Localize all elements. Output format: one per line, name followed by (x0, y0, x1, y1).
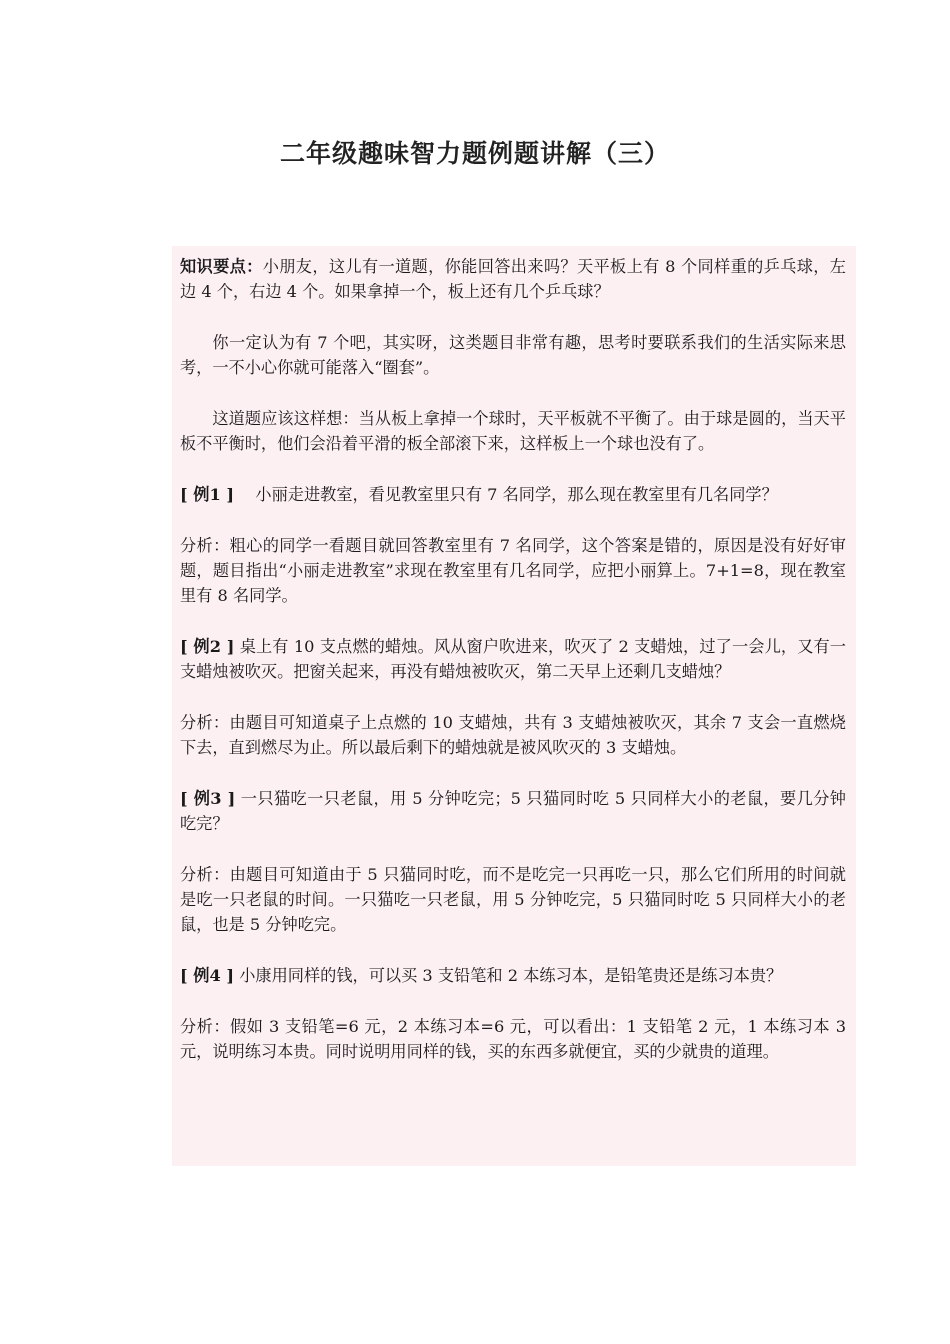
example-3-analysis: 分析：由题目可知道由于 5 只猫同时吃，而不是吃完一只再吃一只，那么它们所用的时间就是吃一只老鼠的时间。一只猫吃一只老鼠，用 5 分钟吃完，5 只猫同时吃 5 只同样大小的老鼠，也是 5 分钟吃完。 (180, 865, 846, 934)
example-4-question (180, 963, 846, 988)
example-3-question-text: 一只猫吃一只老鼠，用 5 分钟吃完；5 只猫同时吃 5 只同样大小的老鼠，要几分钟吃完？ (180, 789, 846, 833)
example-4-question-text: 小康用同样的钱，可以买 3 支铅笔和 2 本练习本，是铅笔贵还是练习本贵？ (239, 966, 783, 985)
explanation-paragraph-1: 你一定认为有 7 个吧，其实呀，这类题目非常有趣，思考时要联系我们的生活实际来思考，一不小心你就可能落入“圈套”。 (180, 333, 846, 377)
example-2-question-text: 桌上有 10 支点燃的蜡烛。风从窗户吹进来，吹灭了 2 支蜡烛，过了一会儿，又有一支蜡烛被吹灭。把窗关起来，再没有蜡烛被吹灭，第二天早上还剩几支蜡烛？ (180, 637, 846, 681)
example-2-analysis: 分析：由题目可知道桌子上点燃的 10 支蜡烛，共有 3 支蜡烛被吹灭，其余 7 支会一直燃烧下去，直到燃尽为止。所以最后剩下的蜡烛就是被风吹灭的 3 支蜡烛。 (180, 713, 846, 757)
content-box (172, 246, 856, 1166)
example-3-question (180, 786, 846, 836)
intro-paragraph (180, 254, 846, 304)
example-4-analysis: 分析：假如 3 支铅笔=6 元，2 本练习本=6 元，可以看出：1 支铅笔 2 元，1 本练习本 3 元，说明练习本贵。同时说明用同样的钱，买的东西多就便宜，买的少就贵的道理。 (180, 1017, 846, 1061)
page-title: 二年级趣味智力题例题讲解（三） (279, 139, 670, 168)
intro-text: 小朋友，这儿有一道题，你能回答出来吗？天平板上有 8 个同样重的乒乓球，左边 4 个，右边 4 个。如果拿掉一个，板上还有几个乒乓球？ (180, 257, 846, 301)
example-1-question (180, 482, 846, 507)
intro-label: 知识要点： (180, 257, 263, 276)
example-2-question (180, 634, 846, 684)
example-3-label: [ 例3 ] (180, 789, 236, 808)
example-1-label: [ 例1 ] (180, 485, 235, 504)
example-2-label: [ 例2 ] (180, 637, 235, 656)
explanation-paragraph-2: 这道题应该这样想：当从板上拿掉一个球时，天平板就不平衡了。由于球是圆的，当天平板不平衡时，他们会沿着平滑的板全部滚下来，这样板上一个球也没有了。 (180, 409, 846, 453)
example-1-analysis: 分析：粗心的同学一看题目就回答教室里有 7 名同学，这个答案是错的，原因是没有好好审题，题目指出“小丽走进教室”求现在教室里有几名同学，应把小丽算上。7+1=8，现在教室里有 8 名同学。 (180, 536, 846, 605)
example-1-question-text: 小丽走进教室，看见教室里只有 7 名同学，那么现在教室里有几名同学？ (239, 485, 778, 504)
example-4-label: [ 例4 ] (180, 966, 235, 985)
